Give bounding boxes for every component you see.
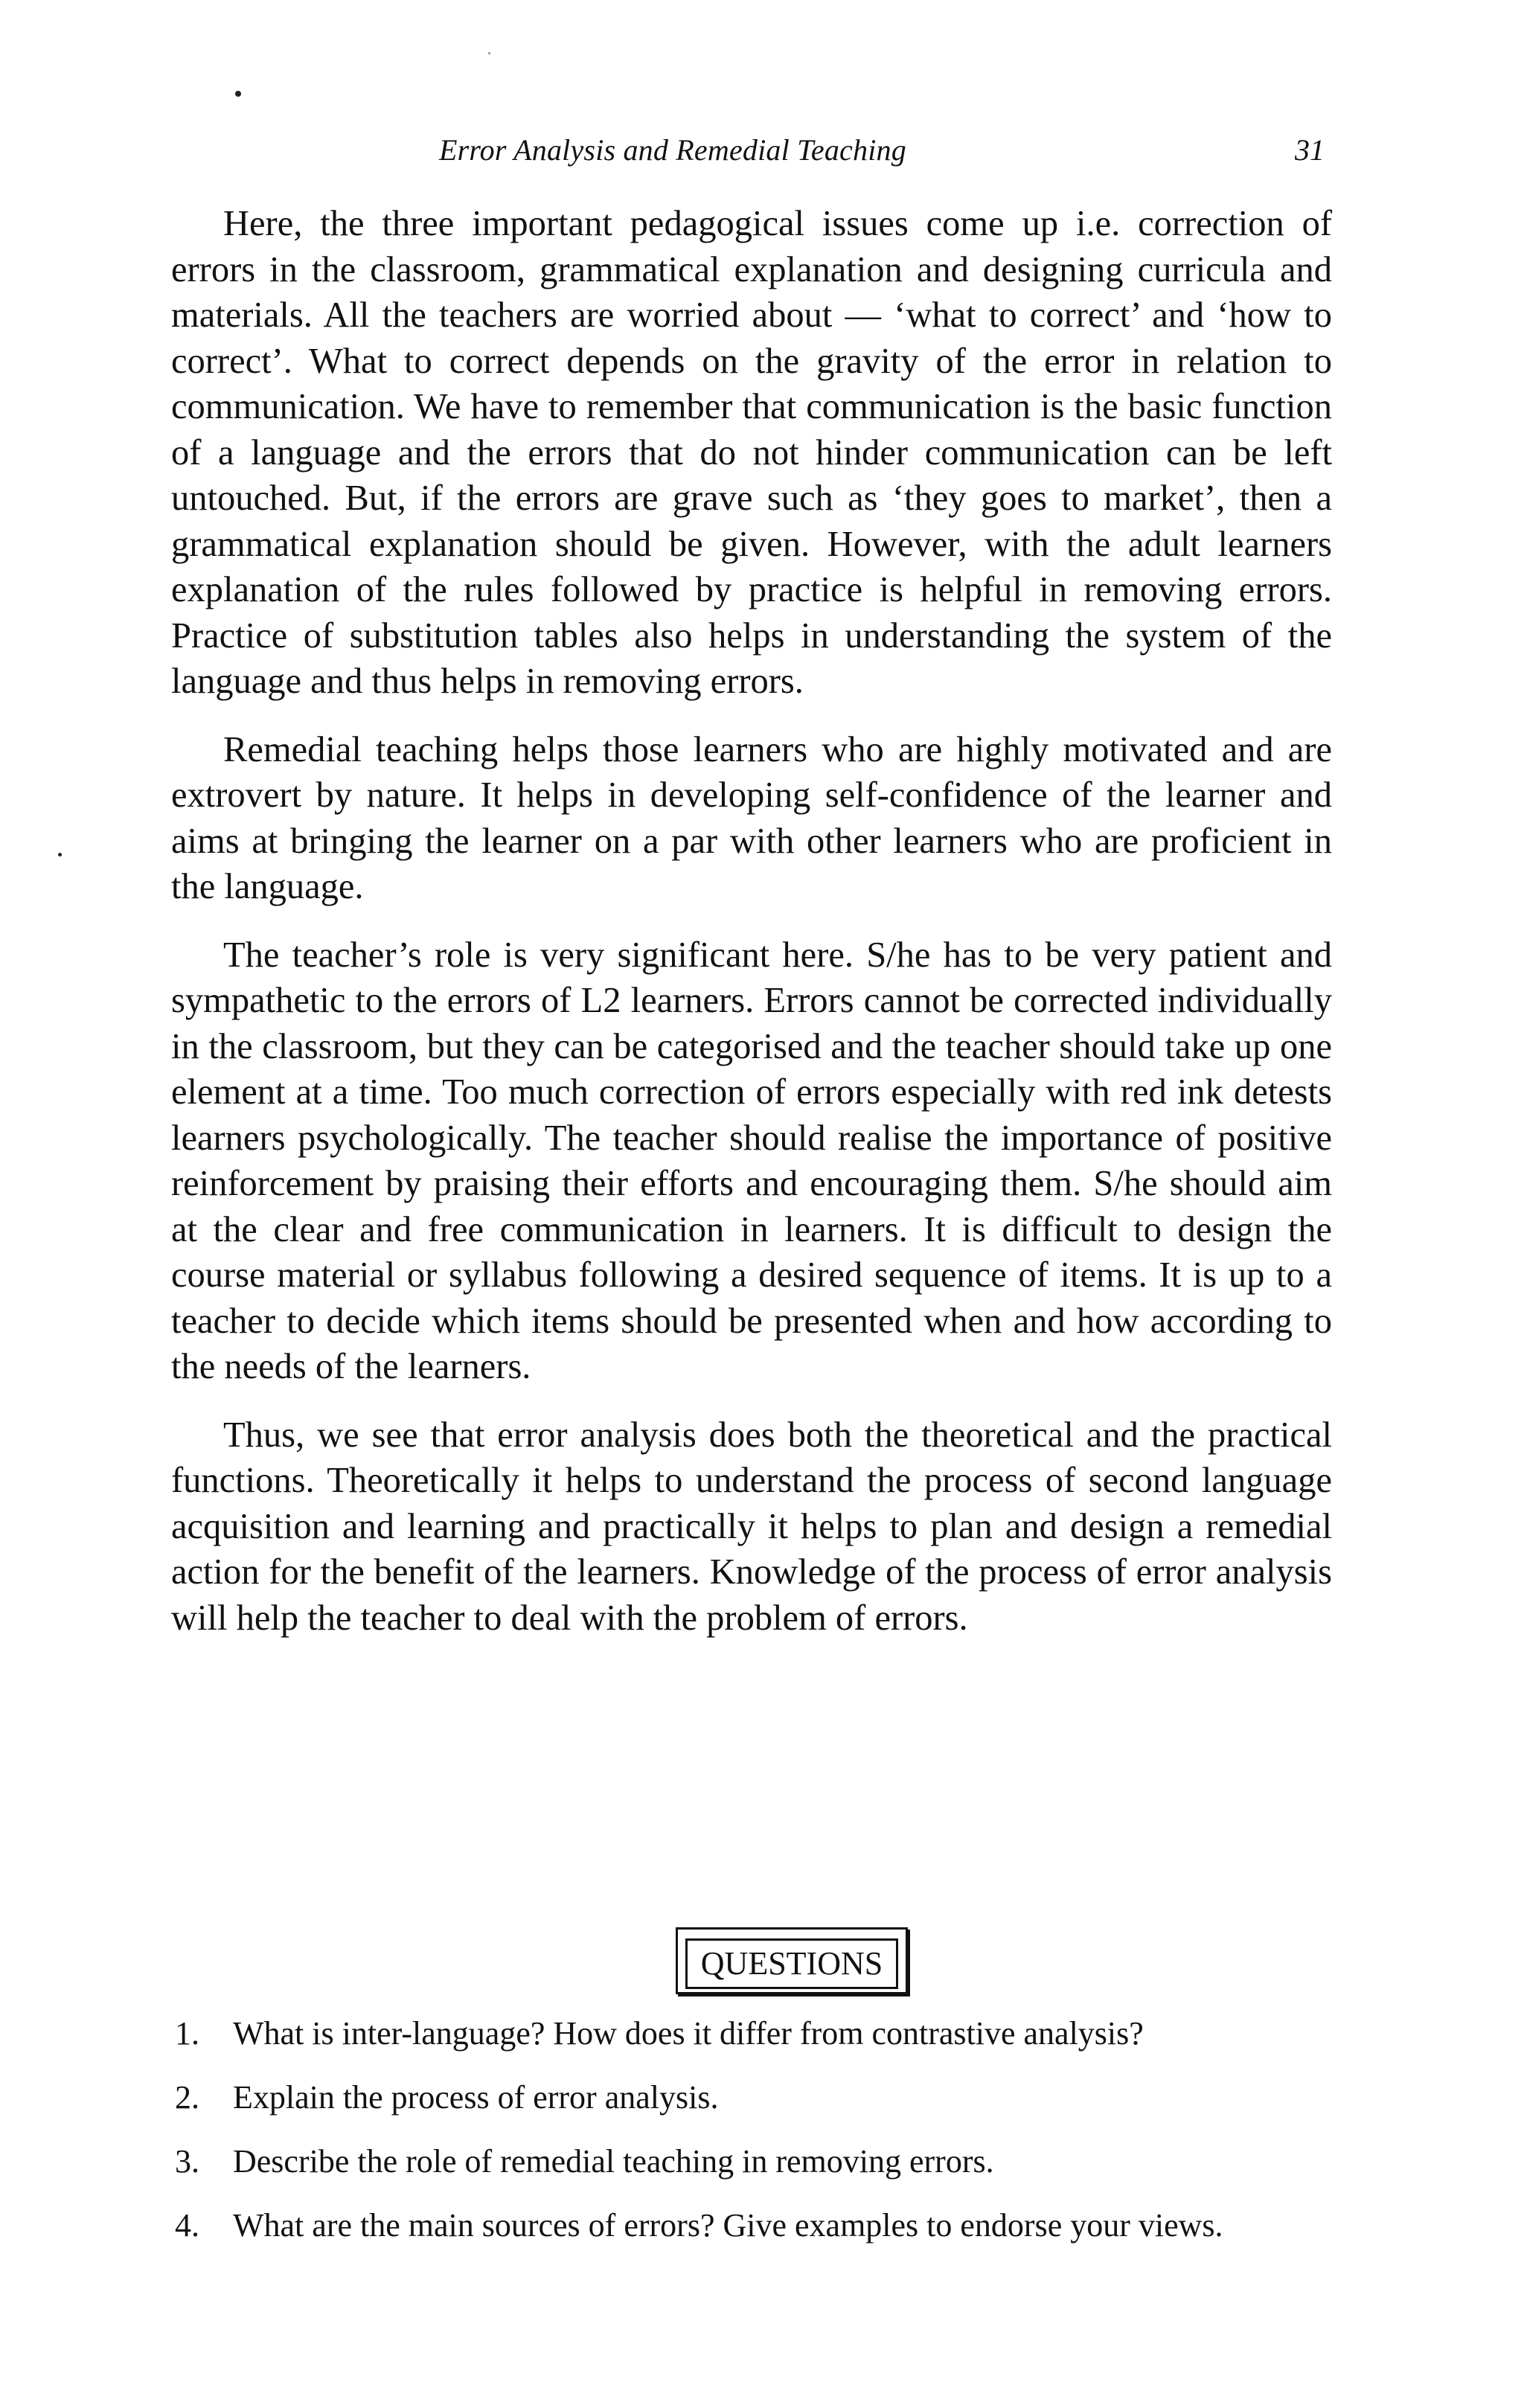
question-number: 2.	[175, 2079, 199, 2116]
question-text: Describe the role of remedial teaching in removing errors.	[233, 2143, 994, 2180]
paragraph: Thus, we see that error analysis does both the theoretical and the practical functions. Theoretically it helps to understand the process of second language acquisition and learning and practically it helps to plan and design a remedial action for the benefit of the learners. Knowledge of the process of error analysis will help the teacher to deal with the problem of errors.	[171, 1415, 1332, 1638]
questions-heading-box	[676, 1927, 908, 1994]
questions-list	[175, 2012, 1343, 2268]
scan-speck	[235, 91, 241, 97]
question-text: What is inter-language? How does it differ from contrastive analysis?	[233, 2015, 1144, 2052]
question-text: What are the main sources of errors? Give examples to endorse your views.	[233, 2207, 1223, 2244]
question-text: Explain the process of error analysis.	[233, 2079, 719, 2116]
question-item	[175, 2140, 1343, 2183]
running-title: Error Analysis and Remedial Teaching	[439, 133, 906, 167]
question-item	[175, 2204, 1343, 2247]
questions-heading: QUESTIONS	[685, 1938, 898, 1989]
question-number: 4.	[175, 2207, 199, 2244]
question-item	[175, 2076, 1343, 2119]
paragraph: Remedial teaching helps those learners who are highly motivated and are extrovert by nature. It helps in developing self-confidence of the learner and aims at bringing the learner on a par with other learners who are proficient in the language.	[171, 729, 1332, 906]
page-number: 31	[1295, 133, 1325, 167]
scan-speck	[488, 52, 490, 54]
running-head	[223, 132, 1325, 185]
paragraph: Here, the three important pedagogical issues come up i.e. correction of errors in the classroom, grammatical explanation and designing curricula and materials. All the teachers are worried about — ‘what to correct’ and ‘how to correct’. What to correct depends on the gravity of the error in relation to communication. We have to remember that communication is the basic function of a language and the errors that do not hinder communication can be left untouched. But, if the errors are grave such as ‘they goes to market’, then a grammatical explanation should be given. However, with the adult learners explanation of the rules followed by practice is helpful in removing errors. Practice of substitution tables also helps in understanding the system of the language and thus helps in removing errors.	[171, 204, 1332, 701]
question-number: 1.	[175, 2015, 199, 2052]
paragraph: The teacher’s role is very significant here. S/he has to be very patient and sympathetic to the errors of L2 learners. Errors cannot be corrected individually in the classroom, but they can be categorised and the teacher should take up one element at a time. Too much correction of errors especially with red ink detests learners psychologically. The teacher should realise the importance of positive reinforcement by praising their efforts and encouraging them. S/he should aim at the clear and free communication in learners. It is difficult to design the course material or syllabus following a desired sequence of items. It is up to a teacher to decide which items should be presented when and how according to the needs of the learners.	[171, 935, 1332, 1386]
questions-heading-wrap	[0, 1927, 1524, 1994]
question-item	[175, 2012, 1343, 2055]
scan-speck	[58, 853, 62, 856]
question-number: 3.	[175, 2143, 199, 2180]
body-text	[171, 201, 1332, 1663]
